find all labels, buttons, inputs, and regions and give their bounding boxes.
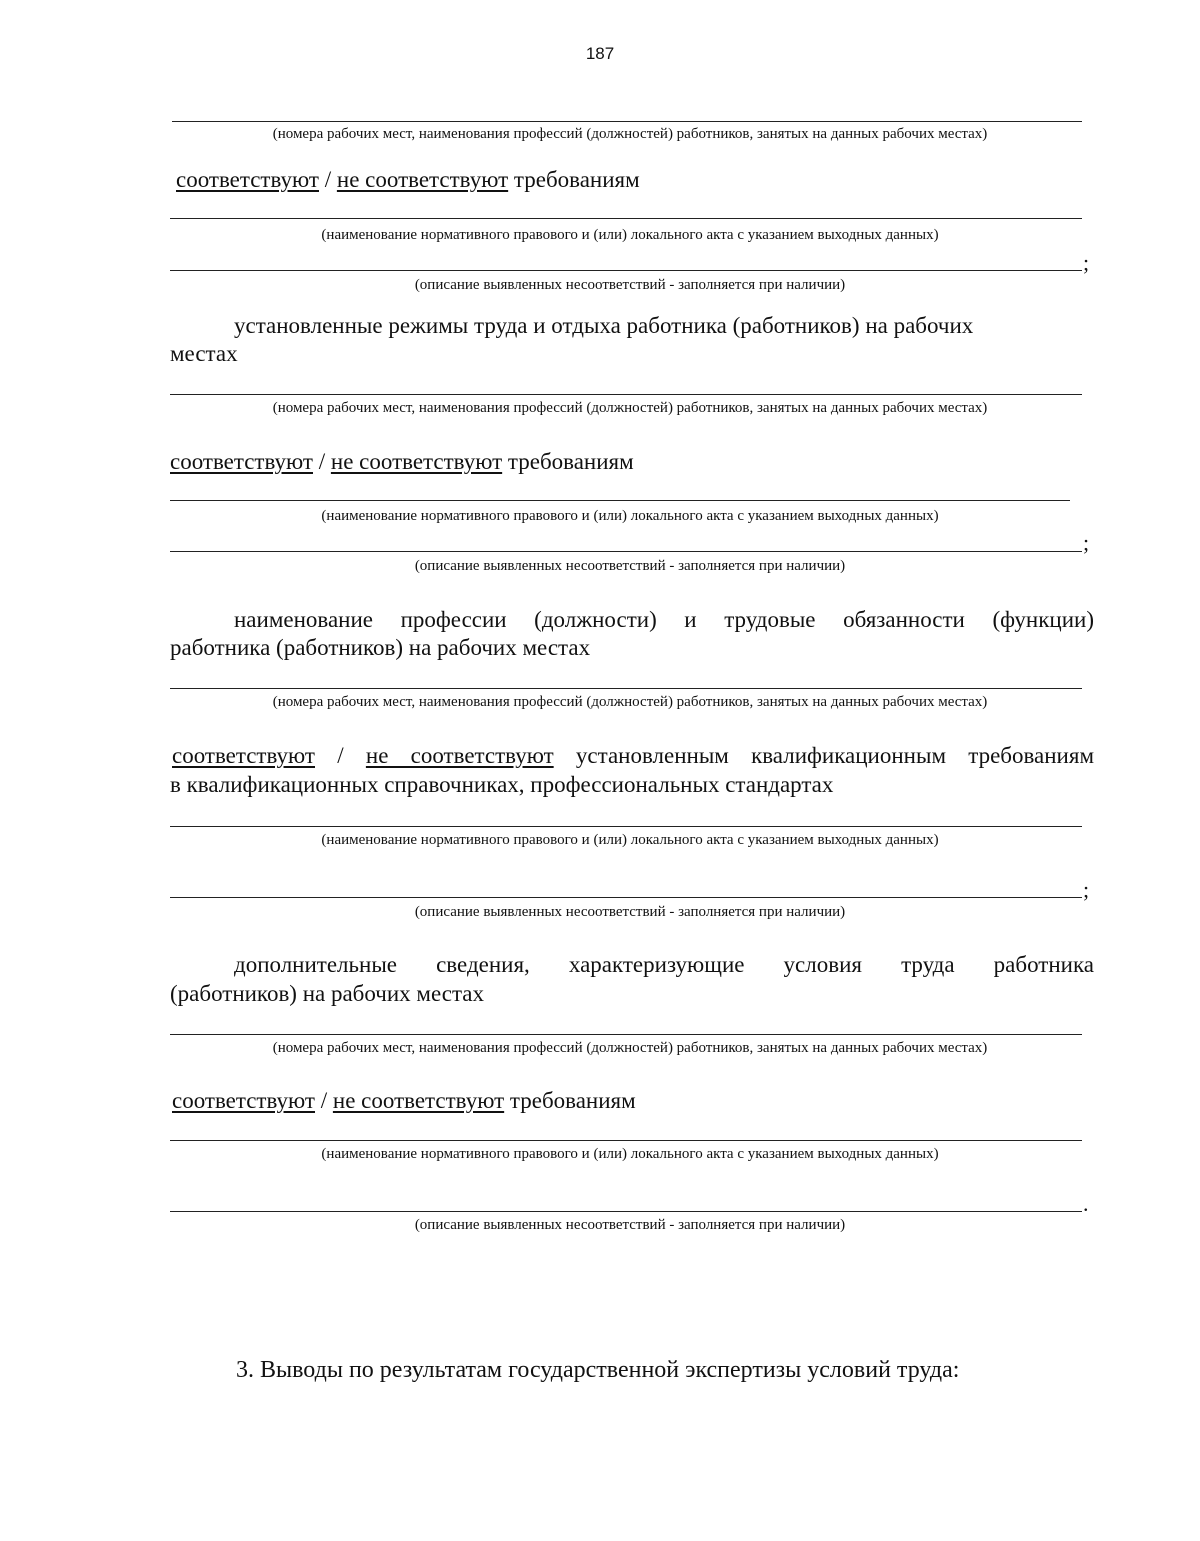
- option-separator: /: [337, 743, 344, 768]
- conclusions-heading: 3. Выводы по результатам государственной экспертизы условий труда:: [236, 1357, 960, 1383]
- workplaces-caption: (номера рабочих мест, наименования профессий (должностей) работников, занятых на данных рабочих местах): [272, 1040, 988, 1056]
- not-complies-option: не соответствуют: [365, 743, 554, 768]
- compliance-line: [172, 1087, 636, 1115]
- section-work-rest-title: установленные режимы труда и отдыха работника (работников) на рабочих: [234, 313, 974, 338]
- not-complies-option: не соответствуют: [330, 449, 503, 474]
- workplaces-caption: (номера рабочих мест, наименования профессий (должностей) работников, занятых на данных рабочих местах): [272, 694, 988, 710]
- act-caption: (наименование нормативного правового и (или) локального акта с указанием выходных данных): [321, 227, 939, 243]
- complies-option: соответствуют: [176, 167, 319, 192]
- act-blank-line: [170, 1140, 1082, 1141]
- requirements-text: требованиям: [507, 449, 634, 474]
- qualification-compliance-line: [172, 742, 1094, 770]
- act-blank-line: [170, 500, 1070, 501]
- section-additional-title-cont: (работников) на рабочих местах: [170, 981, 485, 1006]
- act-blank-line: [170, 218, 1082, 219]
- description-caption: (описание выявленных несоответствий - заполняется при наличии): [414, 1217, 846, 1233]
- requirements-text: требованиям: [513, 167, 640, 192]
- section-profession-title: наименование профессии (должности) и трудовые обязанности (функции): [234, 607, 1094, 632]
- line-end-semicolon: ;: [1083, 877, 1090, 902]
- act-blank-line: [170, 826, 1082, 827]
- not-complies-option: не соответствуют: [332, 1088, 505, 1113]
- description-blank-line: [170, 897, 1082, 898]
- description-caption: (описание выявленных несоответствий - заполняется при наличии): [414, 904, 846, 920]
- section-work-rest-title-cont: местах: [170, 341, 238, 366]
- complies-option: соответствуют: [172, 1088, 315, 1113]
- workplaces-blank-line: [170, 394, 1082, 395]
- option-separator: /: [320, 1088, 328, 1113]
- option-separator: /: [318, 449, 326, 474]
- line-end-semicolon: ;: [1083, 530, 1090, 555]
- description-blank-line: [170, 270, 1082, 271]
- act-caption: (наименование нормативного правового и (или) локального акта с указанием выходных данных): [321, 1146, 939, 1162]
- compliance-line: [170, 448, 634, 476]
- workplaces-caption: (номера рабочих мест, наименования профессий (должностей) работников, занятых на данных рабочих местах): [272, 400, 988, 416]
- line-end-semicolon: ;: [1083, 250, 1090, 275]
- act-caption: (наименование нормативного правового и (или) локального акта с указанием выходных данных): [321, 508, 939, 524]
- workplaces-caption: (номера рабочих мест, наименования профессий (должностей) работников, занятых на данных рабочих местах): [272, 126, 988, 142]
- qualification-text-cont: в квалификационных справочниках, профессиональных стандартах: [170, 772, 834, 797]
- not-complies-option: не соответствуют: [336, 167, 509, 192]
- complies-option: соответствуют: [170, 449, 313, 474]
- requirements-text: требованиям: [509, 1088, 636, 1113]
- workplaces-blank-line: [170, 688, 1082, 689]
- section-additional-title: дополнительные сведения, характеризующие условия труда работника: [234, 952, 1094, 977]
- description-caption: (описание выявленных несоответствий - заполняется при наличии): [414, 277, 846, 293]
- line-end-period: .: [1083, 1191, 1089, 1216]
- workplaces-blank-line: [172, 121, 1082, 122]
- compliance-line: [176, 166, 640, 194]
- description-blank-line: [170, 1211, 1082, 1212]
- description-caption: (описание выявленных несоответствий - заполняется при наличии): [414, 558, 846, 574]
- option-separator: /: [324, 167, 332, 192]
- description-blank-line: [170, 551, 1082, 552]
- complies-option: соответствуют: [172, 743, 315, 768]
- qualification-text: установленным квалификационным требованиям: [575, 743, 1095, 768]
- section-profession-title-cont: работника (работников) на рабочих местах: [170, 635, 591, 660]
- workplaces-blank-line: [170, 1034, 1082, 1035]
- page-number: 187: [585, 44, 615, 63]
- act-caption: (наименование нормативного правового и (или) локального акта с указанием выходных данных): [321, 832, 939, 848]
